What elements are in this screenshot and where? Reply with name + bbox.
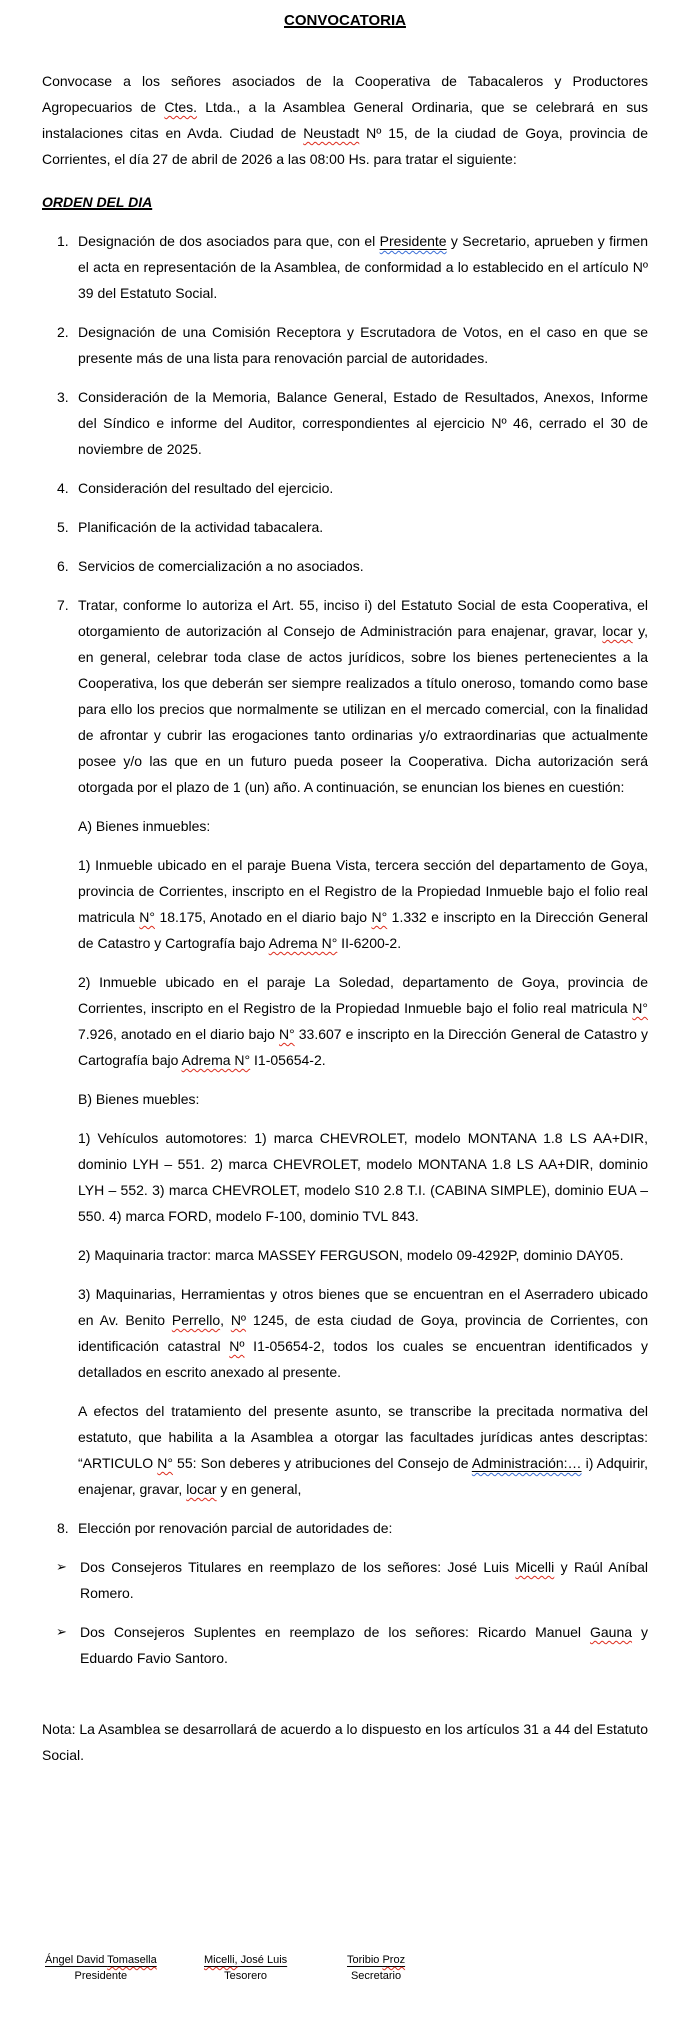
signatory-name <box>204 1952 287 1968</box>
signatory-role: Tesorero <box>224 1970 267 1982</box>
underlined-text: Ángel David <box>45 1954 108 1966</box>
sub-b-bienes-muebles: B) Bienes muebles: <box>78 1091 200 1107</box>
grammar-check-word: Presidente <box>379 233 447 249</box>
spellcheck-word: Gauna <box>589 1624 633 1640</box>
spellcheck-word: Micelli <box>515 1559 555 1575</box>
spellcheck-word: N° <box>371 909 388 925</box>
spellcheck-word: Ctes. <box>164 99 198 115</box>
signature-row <box>42 1952 647 2002</box>
spellcheck-word: Micelli, <box>204 1954 238 1966</box>
spellcheck-word: N° <box>157 1455 173 1471</box>
underlined-text <box>472 1455 582 1471</box>
item-number: 3. <box>57 389 69 405</box>
sub-2-maquinaria-tractor: 2) Maquinaria tractor: marca MASSEY FERGUSON, modelo 09-4292P, dominio DAY05. <box>78 1247 624 1263</box>
underlined-text <box>380 233 447 249</box>
spellcheck-word: Tomasella <box>107 1954 157 1966</box>
signature-block <box>204 1952 287 1984</box>
item-number: 6. <box>57 558 69 574</box>
agenda-item-2: 2. Designación de una Comisión Receptora y Escrutadora de Votos, en el caso en que se presente más de una lista para renovación parcial de autoridades. <box>42 319 648 371</box>
underlined-text <box>107 1954 157 1966</box>
spellcheck-word: Proz <box>382 1954 406 1966</box>
sub-2-inmueble-la-soledad: 2) Inmueble ubicado en el paraje La Soledad, departamento de Goya, provincia de Corrientes, inscripto en el Registro de la Propiedad Inmueble bajo el folio real matricula N° 7.926, anotado en el diario bajo N° 33.607 e inscripto en la Dirección General de Catastro y Cartografía bajo Adrema N° I1-05654-2. <box>78 974 648 1068</box>
document-body <box>42 8 648 1768</box>
spellcheck-word: Adrema N° <box>181 1052 251 1068</box>
grammar-check-word: Administración:… <box>471 1455 582 1471</box>
spellcheck-word: Nº <box>230 1312 247 1328</box>
spellcheck-word: N° <box>632 1000 648 1016</box>
sub-1-vehiculos-automotores: 1) Vehículos automotores: 1) marca CHEVROLET, modelo MONTANA 1.8 LS AA+DIR, dominio LYH – 551. 2) marca CHEVROLET, modelo MONTANA 1.8 LS AA+DIR, dominio LYH – 552. 3) marca CHEVROLET, modelo S10 2.8 T.I. (CABINA SIMPLE), dominio EUA – 550. 4) marca FORD, modelo F-100, dominio TVL 843. <box>78 1130 648 1224</box>
spellcheck-word: locar <box>602 623 633 639</box>
spellcheck-word: N° <box>278 1026 295 1042</box>
spellcheck-word: locar <box>186 1481 217 1497</box>
item-number: 5. <box>57 519 69 535</box>
sub-1-inmueble-buena-vista: 1) Inmueble ubicado en el paraje Buena Vista, tercera sección del departamento de Goya, provincia de Corrientes, inscripto en el Registro de la Propiedad Inmueble bajo el folio real matricula N° 18.175, Anotado en el diario bajo N° 1.332 e inscripto en la Dirección General de Catastro y Cartografía bajo Adrema N° II-6200-2. <box>78 857 648 951</box>
note-paragraph: Nota: La Asamblea se desarrollará de acuerdo a lo dispuesto en los artículos 31 a 44 del Estatuto Social. <box>42 1721 648 1763</box>
spellcheck-word: Adrema N° <box>268 935 338 951</box>
underlined-text: Toribio <box>347 1954 383 1966</box>
agenda-item-1: 1. Designación de dos asociados para que, con el Presidente y Secretario, aprueben y firmen el acta en representación de la Asamblea, de conformidad a lo establecido en el artículo Nº 39 del Estatuto Social. <box>42 228 648 306</box>
bullet-consejeros-titulares: ➢ Dos Consejeros Titulares en reemplazo de los señores: José Luis Micelli y Raúl Aníbal Romero. <box>42 1554 648 1606</box>
spellcheck-word: Neustadt <box>303 125 360 141</box>
bullet-arrow-icon: ➢ <box>56 1559 67 1574</box>
agenda-item-5: 5. Planificación de la actividad tabacalera. <box>42 514 648 540</box>
agenda-item-3: 3. Consideración de la Memoria, Balance General, Estado de Resultados, Anexos, Informe del Síndico e informe del Auditor, correspondientes al ejercicio Nº 46, cerrado el 30 de noviembre de 2025. <box>42 384 648 462</box>
signatory-role: Secretario <box>350 1970 402 1982</box>
orden-del-dia-heading: ORDEN DEL DIA <box>42 194 153 210</box>
bullet-consejeros-suplentes: ➢ Dos Consejeros Suplentes en reemplazo de los señores: Ricardo Manuel Gauna y Eduardo Favio Santoro. <box>42 1619 648 1671</box>
item-number: 8. <box>57 1520 69 1536</box>
item-number: 4. <box>57 480 69 496</box>
signatory-name <box>347 1952 405 1968</box>
agenda-item-7: 7. Tratar, conforme lo autoriza el Art. 55, inciso i) del Estatuto Social de esta Cooperativa, el otorgamiento de autorización al Consejo de Administración para enajenar, gravar, locar y, en general, celebrar toda clase de actos jurídicos, sobre los bienes pertenecientes a la Cooperativa, los que deberán ser siempre realizados a título oneroso, tomando como base para ello los precios que normalmente se utilizan en el mercado comercial, con la finalidad de afrontar y cubrir las erogaciones tanto ordinarias y/o extraordinarias que actualmente posee y/o las que en un futuro pueda poseer la Cooperativa. Dicha autorización será otorgada por el plazo de 1 (un) año. A continuación, se enuncian los bienes en cuestión: <box>42 592 648 800</box>
item-number: 7. <box>57 597 69 613</box>
signature-block <box>347 1952 405 1984</box>
intro-paragraph: Convocase a los señores asociados de la Cooperativa de Tabacaleros y Productores Agropecuarios de Ctes. Ltda., a la Asamblea General Ordinaria, que se celebrará en sus instalaciones citas en Avda. Ciudad de Neustadt Nº 15, de la ciudad de Goya, provincia de Corrientes, el día 27 de abril de 2026 a las 08:00 Hs. para tratar el siguiente: <box>42 73 648 167</box>
underlined-text <box>204 1954 238 1966</box>
underlined-text: José Luis <box>237 1954 288 1966</box>
document-title: CONVOCATORIA <box>284 12 406 29</box>
sub-a-bienes-inmuebles: A) Bienes inmuebles: <box>78 818 211 834</box>
item-number: 2. <box>57 324 69 340</box>
sub-3-maquinarias-herramientas: 3) Maquinarias, Herramientas y otros bienes que se encuentran en el Aserradero ubicado en Av. Benito Perrello, Nº 1245, de esta ciudad de Goya, provincia de Corrientes, con identificación catastral Nº I1-05654-2, todos los cuales se encuentran identificados y detallados en escrito anexado al presente. <box>78 1286 648 1380</box>
agenda-item-6: 6. Servicios de comercialización a no asociados. <box>42 553 648 579</box>
spellcheck-word: Nº <box>229 1338 245 1354</box>
bullet-arrow-icon: ➢ <box>56 1624 67 1639</box>
sub-transcripcion-estatuto: A efectos del tratamiento del presente asunto, se transcribe la precitada normativa del estatuto, que habilita a la Asamblea a otorgar las facultades jurídicas antes descriptas: “ARTICULO N° 55: Son deberes y atribuciones del Consejo de Administración:… i) Adquirir, enajenar, gravar, locar y en general, <box>78 1403 649 1497</box>
agenda-item-4: 4. Consideración del resultado del ejercicio. <box>42 475 648 501</box>
signatory-name <box>45 1952 157 1968</box>
signature-block <box>45 1952 157 1984</box>
item-number: 1. <box>57 233 69 249</box>
spellcheck-word: N° <box>139 909 155 925</box>
spellcheck-word: Perrello <box>171 1312 221 1328</box>
agenda-item-8: 8. Elección por renovación parcial de autoridades de: <box>42 1515 648 1541</box>
signatory-role: Presidente <box>74 1970 128 1982</box>
underlined-text <box>382 1954 405 1966</box>
